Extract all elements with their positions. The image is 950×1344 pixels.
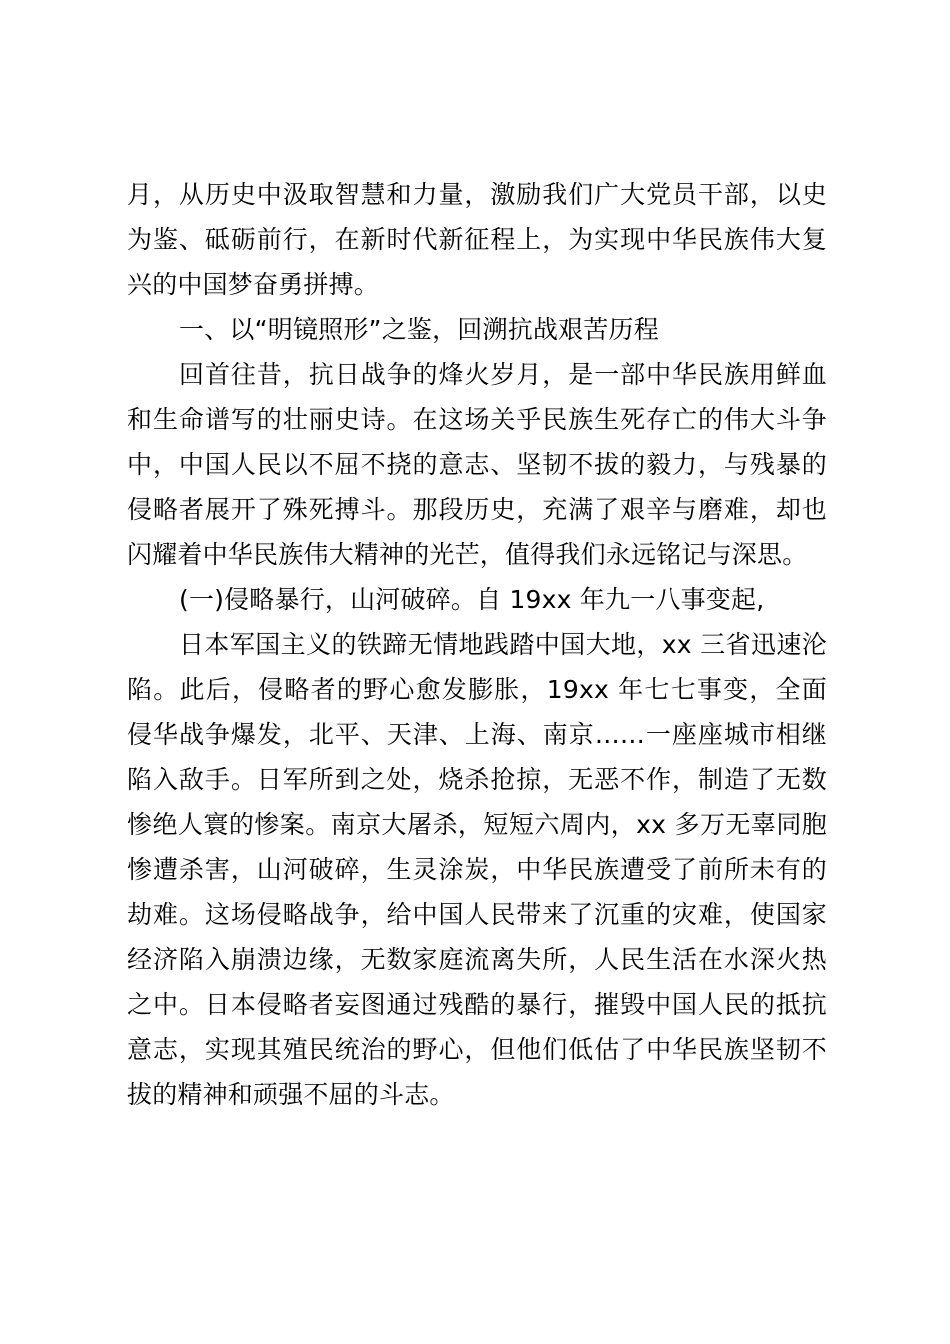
paragraph-invasion-atrocities: 日本军国主义的铁蹄无情地践踏中国大地，xx 三省迅速沦陷。此后，侵略者的野心愈发膨胀，19xx 年七七事变，全面侵华战争爆发，北平、天津、上海、南京……一座座城市相继陷入敌手。日军所到之处，烧杀抢掠，无恶不作，制造了无数惨绝人寰的惨案。南京大屠杀，短短六周内，xx 多万无辜同胞惨遭杀害，山河破碎，生灵涂炭，中华民族遭受了前所未有的劫难。这场侵略战争，给中国人民带来了沉重的灾难，使国家经济陷入崩溃边缘，无数家庭流离失所，人民生活在水深火热之中。日本侵略者妄图通过残酷的暴行，摧毁中国人民的抵抗意志，实现其殖民统治的野心，但他们低估了中华民族坚韧不拔的精神和顽强不屈的斗志。	[127, 630, 827, 1109]
paragraph-intro-continuation: 月，从历史中汲取智慧和力量，激励我们广大党员干部，以史为鉴、砥砺前行，在新时代新征程上，为实现中华民族伟大复兴的中国梦奋勇拼搏。	[127, 180, 827, 299]
section-heading-one: 一、以“明镜照形”之鉴，回溯抗战艰苦历程	[179, 315, 659, 344]
paragraph-history-review: 回首往昔，抗日战争的烽火岁月，是一部中华民族用鲜血和生命谱写的壮丽史诗。在这场关乎民族生死存亡的伟大斗争中，中国人民以不屈不挠的意志、坚韧不拔的毅力，与残暴的侵略者展开了殊死搏斗。那段历史，充满了艰辛与磨难，却也闪耀着中华民族伟大精神的光芒，值得我们永远铭记与深思。	[127, 360, 827, 569]
document-body	[127, 172, 827, 1117]
subsection-heading-one: (一)侵略暴行，山河破碎。自 19xx 年九一八事变起,	[179, 585, 765, 614]
